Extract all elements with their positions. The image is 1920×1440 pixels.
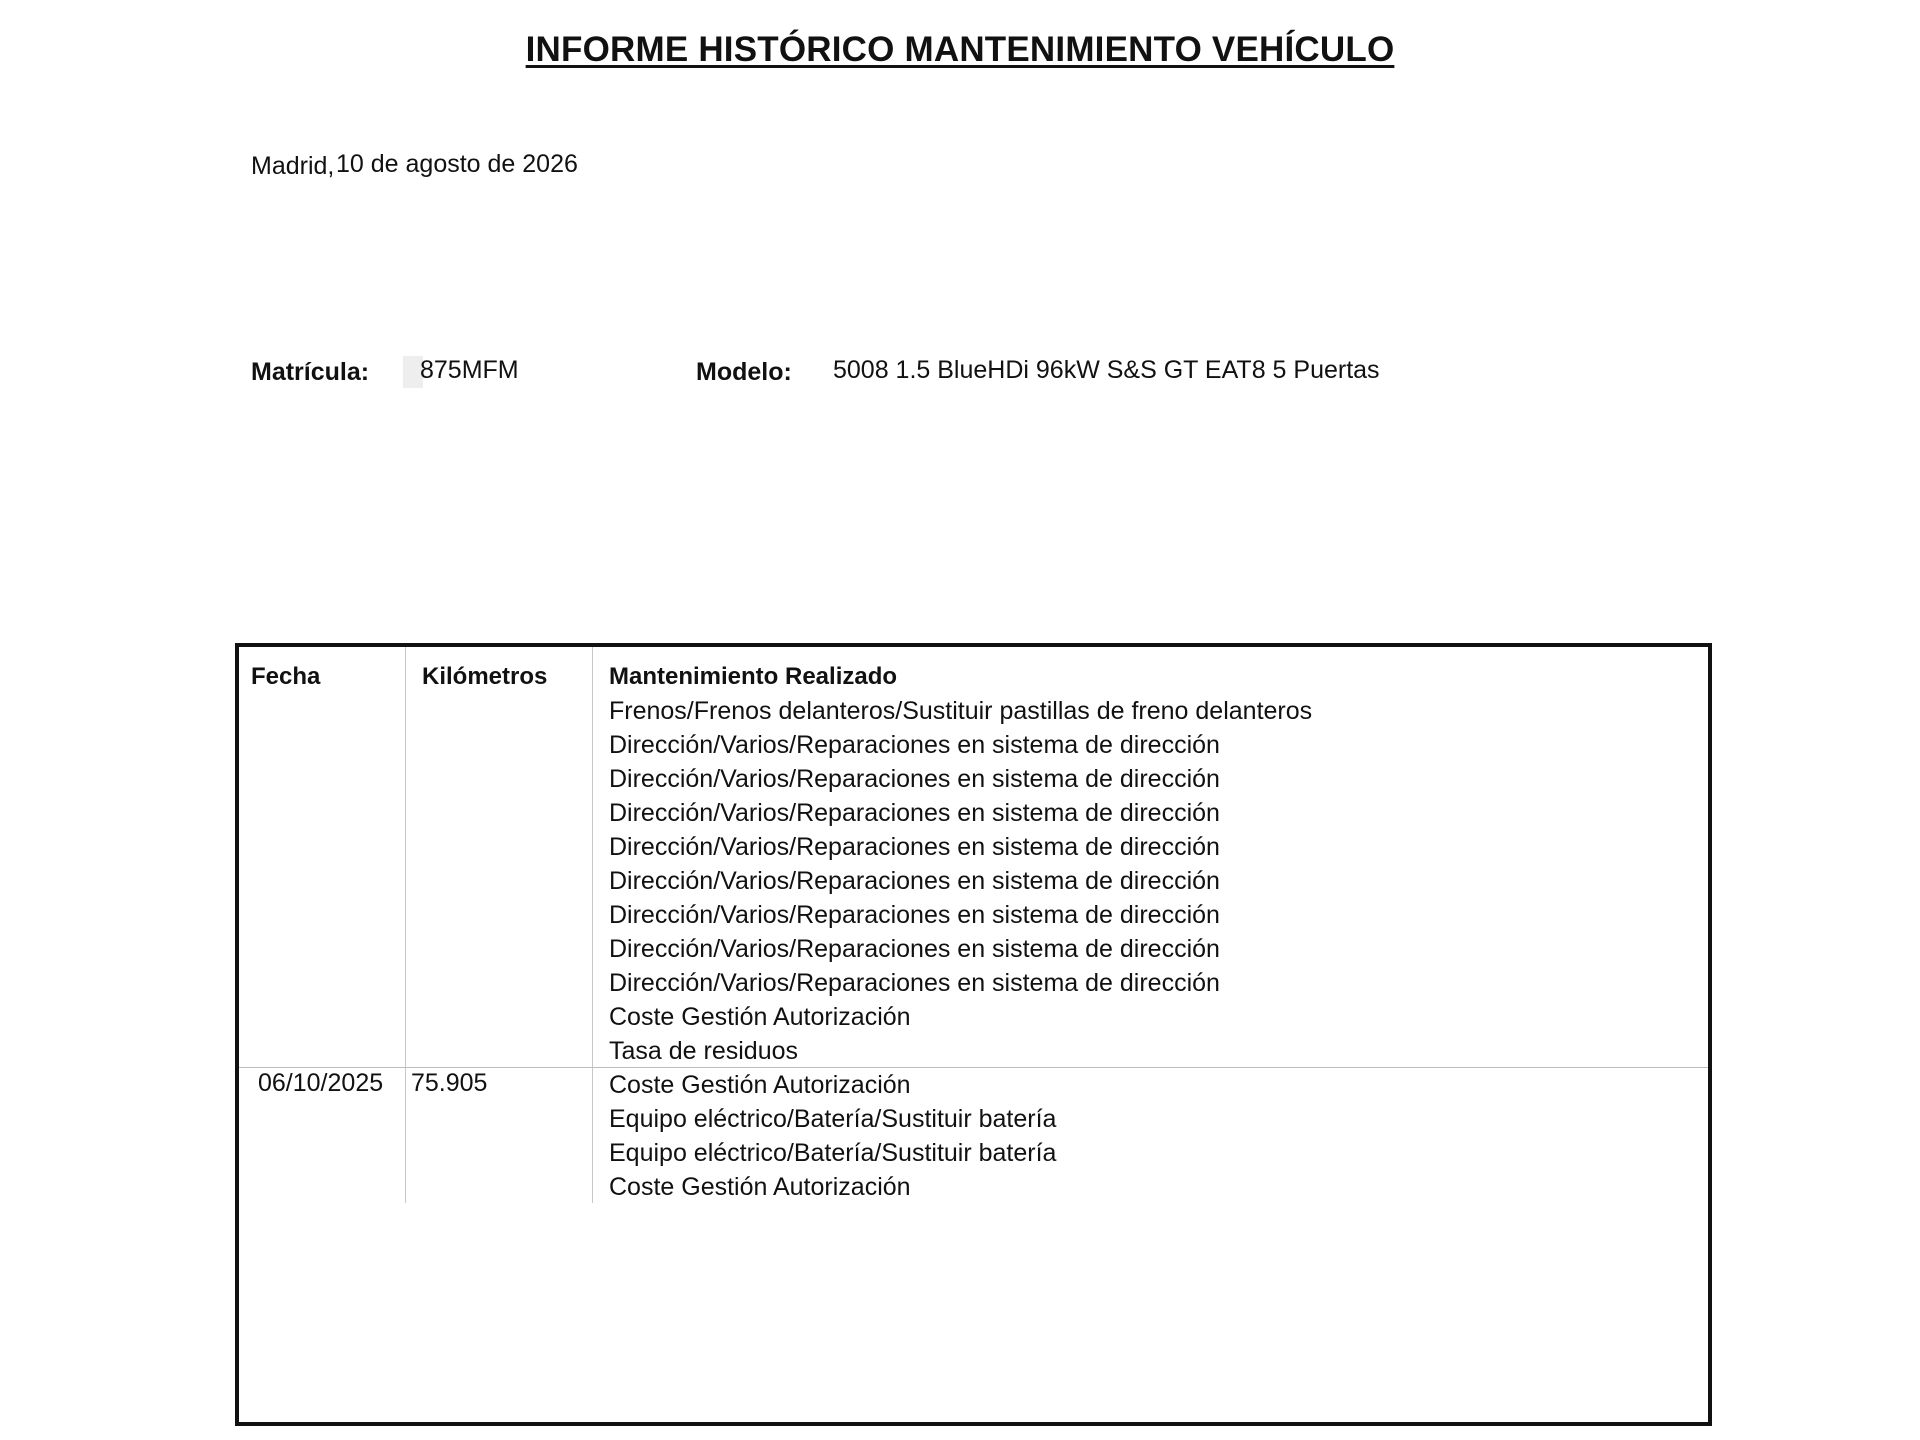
row-2-km: 75.905 xyxy=(411,1069,488,1097)
report-date: 10 de agosto de 2026 xyxy=(336,150,578,178)
model-value: 5008 1.5 BlueHDi 96kW S&S GT EAT8 5 Puertas xyxy=(833,356,1380,384)
maintenance-item: Dirección/Varios/Reparaciones en sistema de dirección xyxy=(609,799,1220,827)
maintenance-item: Dirección/Varios/Reparaciones en sistema de dirección xyxy=(609,765,1220,793)
plate-label: Matrícula: xyxy=(251,358,370,386)
maintenance-item: Dirección/Varios/Reparaciones en sistema de dirección xyxy=(609,833,1220,861)
maintenance-item: Frenos/Frenos delanteros/Sustituir pastillas de freno delanteros xyxy=(609,697,1313,725)
column-divider-km xyxy=(592,647,593,1203)
header-km: Kilómetros xyxy=(422,663,548,690)
maintenance-item: Tasa de residuos xyxy=(609,1037,799,1065)
maintenance-item: Dirección/Varios/Reparaciones en sistema de dirección xyxy=(609,731,1220,759)
maintenance-item: Dirección/Varios/Reparaciones en sistema de dirección xyxy=(609,969,1220,997)
maintenance-item: Coste Gestión Autorización xyxy=(609,1003,911,1031)
row-2-maintenance-list xyxy=(609,1068,1056,1204)
row-2-date: 06/10/2025 xyxy=(258,1069,384,1097)
maintenance-item: Dirección/Varios/Reparaciones en sistema de dirección xyxy=(609,935,1220,963)
maintenance-item: Equipo eléctrico/Batería/Sustituir batería xyxy=(609,1105,1057,1133)
place-label: Madrid, xyxy=(251,152,335,180)
column-divider-date xyxy=(405,647,406,1203)
header-date: Fecha xyxy=(251,663,321,690)
report-title: INFORME HISTÓRICO MANTENIMIENTO VEHÍCULO xyxy=(525,30,1395,69)
row-1-maintenance-list xyxy=(609,694,1312,1068)
model-label: Modelo: xyxy=(696,358,792,386)
maintenance-item: Dirección/Varios/Reparaciones en sistema de dirección xyxy=(609,901,1220,929)
maintenance-item: Dirección/Varios/Reparaciones en sistema de dirección xyxy=(609,867,1220,895)
header-maintenance: Mantenimiento Realizado xyxy=(609,663,898,690)
maintenance-item: Equipo eléctrico/Batería/Sustituir batería xyxy=(609,1139,1057,1167)
maintenance-item: Coste Gestión Autorización xyxy=(609,1173,911,1201)
plate-value: 875MFM xyxy=(420,356,519,384)
maintenance-item: Coste Gestión Autorización xyxy=(609,1071,911,1099)
